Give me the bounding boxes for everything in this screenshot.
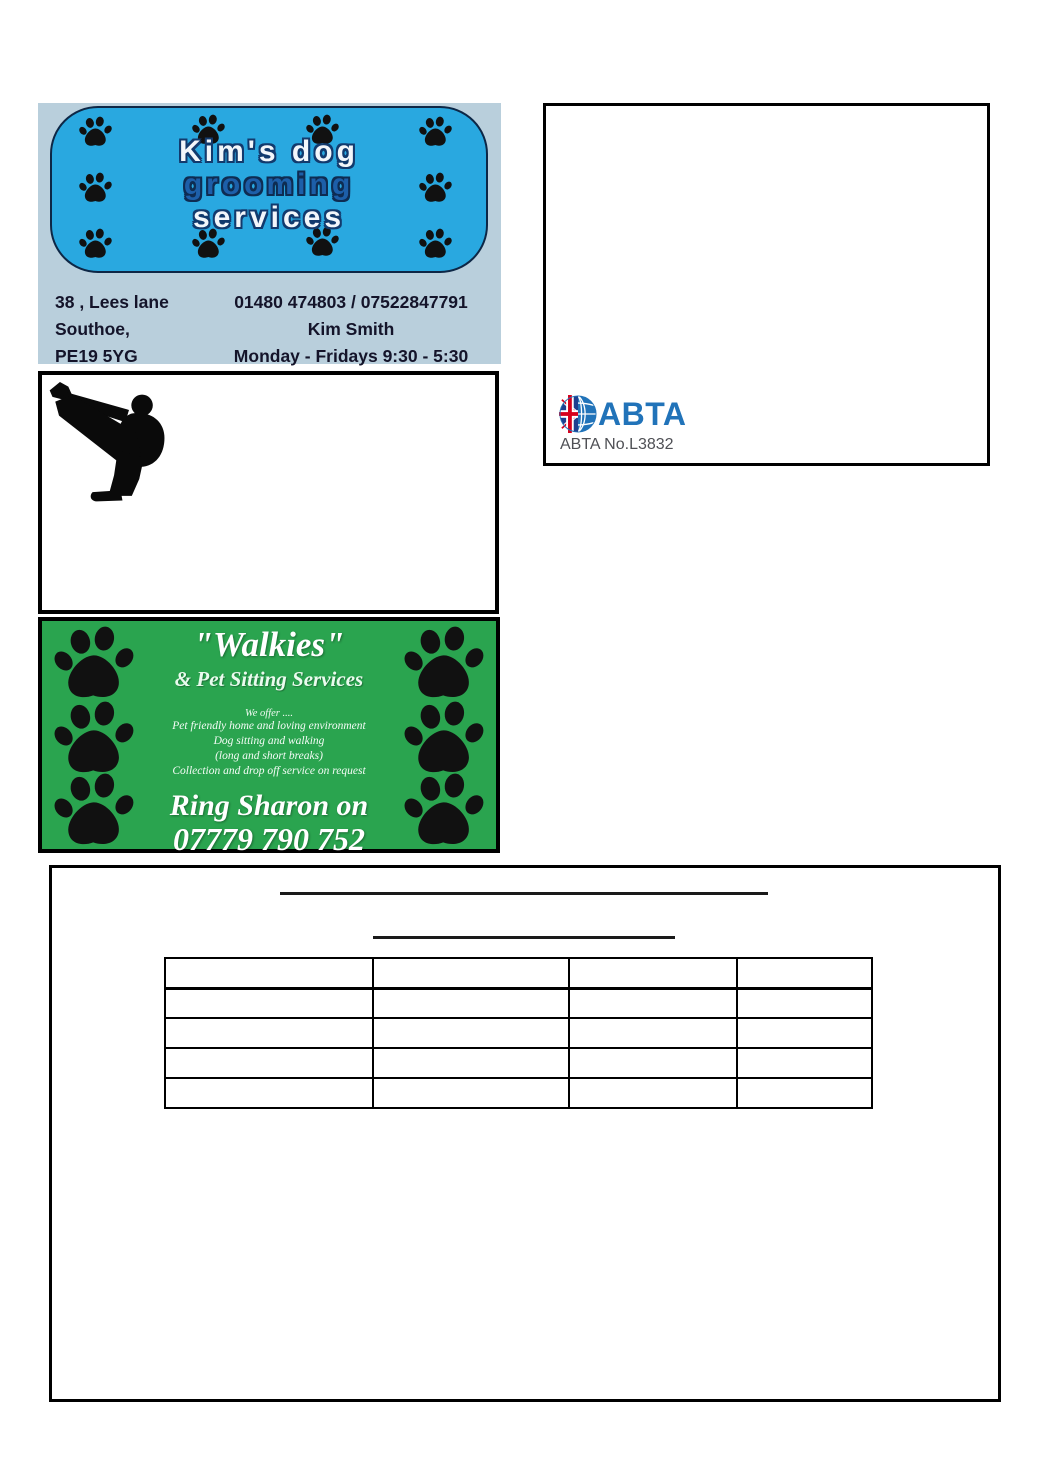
walkies-subtitle: & Pet Sitting Services bbox=[174, 667, 364, 691]
karate-ad-box bbox=[38, 371, 499, 614]
kims-ad-contact-name: Kim Smith bbox=[307, 319, 395, 339]
table-cell bbox=[569, 1078, 737, 1108]
abta-globe-icon bbox=[559, 395, 597, 433]
table-cell bbox=[569, 958, 737, 988]
kims-ad-title-line2: grooming bbox=[183, 168, 355, 201]
table-cell bbox=[569, 1048, 737, 1078]
heading-underline-1 bbox=[280, 892, 768, 895]
table-row bbox=[165, 1018, 872, 1048]
table-body bbox=[165, 958, 872, 1108]
paw-icon bbox=[54, 625, 134, 705]
walkies-offer-line3: (long and short breaks) bbox=[215, 750, 323, 762]
table-cell bbox=[737, 1078, 872, 1108]
table-cell bbox=[373, 1018, 570, 1048]
walkies-phone-number: 07779 790 752 bbox=[173, 821, 365, 857]
bottom-section-box bbox=[49, 865, 1001, 1402]
table-cell bbox=[373, 988, 570, 1018]
kims-ad-address-line1: 38 , Lees lane bbox=[55, 292, 169, 312]
kims-ad-title bbox=[52, 135, 486, 234]
paw-icon bbox=[404, 700, 484, 780]
walkies-cta-line1: Ring Sharon on bbox=[169, 789, 369, 822]
walkies-ad bbox=[38, 617, 500, 857]
table-cell bbox=[569, 1018, 737, 1048]
table-row bbox=[165, 1078, 872, 1108]
walkies-offer-line4: Collection and drop off service on request bbox=[172, 765, 366, 777]
table-cell bbox=[165, 988, 373, 1018]
table-cell bbox=[373, 958, 570, 988]
kims-ad-card bbox=[50, 106, 488, 273]
kims-dog-grooming-ad bbox=[38, 103, 501, 364]
kims-ad-title-line1: Kim's dog bbox=[179, 135, 359, 168]
table-cell bbox=[737, 988, 872, 1018]
abta-ad-box bbox=[543, 103, 990, 466]
kims-ad-address-line2: Southoe, bbox=[55, 319, 130, 339]
paw-icon bbox=[54, 700, 134, 780]
table-cell bbox=[569, 988, 737, 1018]
walkies-title: "Walkies" bbox=[193, 625, 345, 664]
table-cell bbox=[737, 1048, 872, 1078]
martial-artist-silhouette-icon bbox=[45, 378, 185, 511]
table-cell bbox=[165, 1048, 373, 1078]
table-cell bbox=[737, 1018, 872, 1048]
table-row bbox=[165, 958, 872, 988]
kims-ad-address-line3: PE19 5YG bbox=[55, 346, 138, 366]
heading-underline-2 bbox=[373, 936, 675, 939]
table-cell bbox=[165, 1018, 373, 1048]
paw-icon bbox=[404, 772, 484, 852]
abta-logo bbox=[559, 394, 687, 434]
walkies-offer-intro: We offer .... bbox=[244, 708, 294, 719]
table-cell bbox=[373, 1078, 570, 1108]
paw-icon bbox=[404, 625, 484, 705]
table-row bbox=[165, 988, 872, 1018]
empty-schedule-table bbox=[164, 957, 873, 1109]
kims-ad-phone: 01480 474803 / 07522847791 bbox=[234, 292, 468, 312]
abta-membership-number: ABTA No.L3832 bbox=[560, 436, 674, 453]
paw-icon bbox=[54, 772, 134, 852]
abta-logo-text: ABTA bbox=[598, 395, 687, 432]
kims-ad-hours: Monday - Fridays 9:30 - 5:30 bbox=[233, 346, 469, 366]
table-row bbox=[165, 1048, 872, 1078]
walkies-offer-line2: Dog sitting and walking bbox=[213, 735, 325, 747]
table-cell bbox=[737, 958, 872, 988]
table-cell bbox=[165, 1078, 373, 1108]
table-cell bbox=[165, 958, 373, 988]
kims-ad-title-line3: services bbox=[192, 201, 346, 234]
walkies-ad-text bbox=[147, 621, 391, 858]
table-cell bbox=[373, 1048, 570, 1078]
walkies-offer-line1: Pet friendly home and loving environment bbox=[172, 720, 366, 732]
